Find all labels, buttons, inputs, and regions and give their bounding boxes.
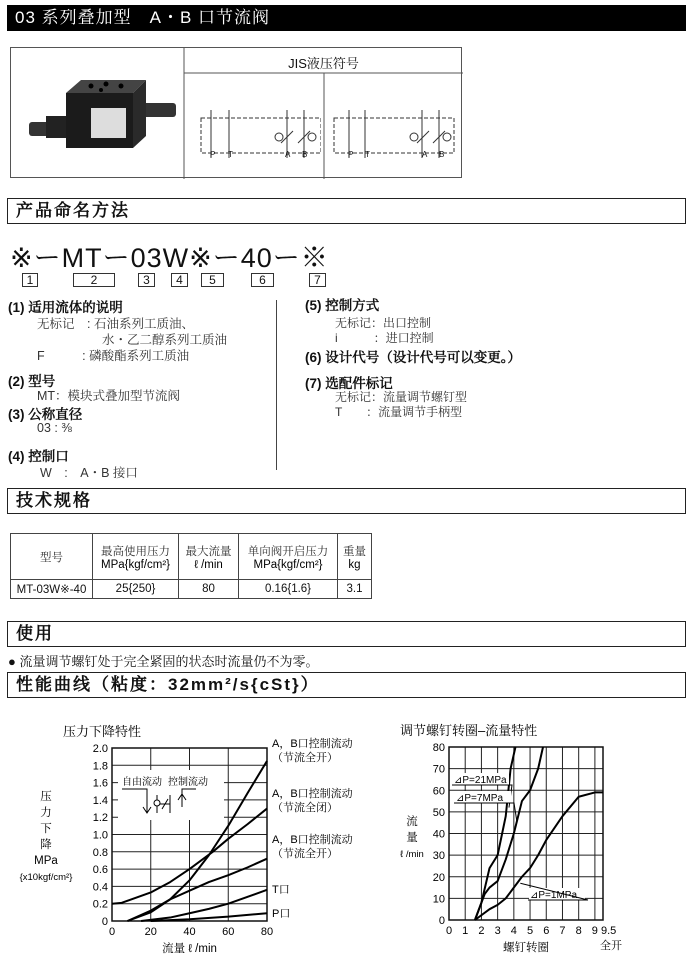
item-2-title: (2) 型号	[8, 374, 56, 389]
check-valve-icon	[154, 800, 160, 806]
y-tick-label: 1.2	[92, 812, 108, 825]
x-tick-label: 0	[108, 926, 116, 938]
series-label: （节流全闭）	[272, 802, 338, 814]
y-tick-label: 0	[101, 916, 108, 928]
item-1-line: F : 磷酸酯系列工质油	[37, 349, 190, 363]
x-tick-label: 60	[222, 926, 235, 938]
y-tick-label: 2.0	[92, 743, 108, 755]
x-tick-label: 7	[559, 925, 566, 937]
cell: 25{250}	[93, 580, 179, 599]
y-tick-label: 0.6	[92, 864, 108, 877]
series-label: （节流全开）	[272, 848, 338, 860]
x-axis-label: 流量 ℓ /min	[162, 943, 217, 955]
series-label: P口	[272, 908, 291, 920]
item-3-line: 03 : ⅜	[37, 421, 72, 435]
y-axis-label: MPa	[34, 855, 58, 867]
port-a: A	[285, 150, 291, 159]
y-tick-label: 0.2	[92, 898, 108, 911]
code-box-4: 4	[171, 273, 188, 287]
item-7-title: (7) 选配件标记	[305, 376, 393, 391]
col-header: 最高使用压力 MPa{kgf/cm²}	[93, 534, 179, 580]
code-box-3: 3	[138, 273, 155, 287]
port-b: B	[439, 150, 445, 159]
section-naming: 产品命名方法	[7, 198, 686, 224]
x-tick-label: 8	[575, 925, 582, 937]
item-1-line: 无标记 : 石油系列工质油、	[37, 317, 194, 331]
x-tick-label: 2	[478, 925, 485, 937]
y-tick-label: 1.4	[92, 794, 108, 807]
code-box-2: 2	[73, 273, 115, 287]
y-tick-label: 30	[432, 850, 445, 863]
col-header: 重量 kg	[338, 534, 372, 580]
symbol-header: JIS液压符号	[288, 56, 359, 71]
table-row	[11, 580, 372, 599]
y-tick-label: 60	[432, 785, 445, 798]
code-box-6: 6	[251, 273, 274, 287]
series-label: ⊿P=21MPa	[454, 775, 507, 786]
x-tick-label: 40	[183, 926, 196, 938]
y-axis-label: 力	[40, 807, 52, 819]
series-label: A，B口控制流动	[272, 738, 353, 750]
inset-label-ctrl: 控制流动	[168, 777, 208, 788]
series-label: A，B口控制流动	[272, 834, 353, 846]
item-4-title: (4) 控制口	[8, 449, 69, 464]
item-2-line: MT：模块式叠加型节流阀	[37, 389, 181, 403]
item-6-title: (6) 设计代号（设计代号可以变更。）	[305, 350, 521, 365]
code-box-7: 7	[309, 273, 326, 287]
y-tick-label: 0.8	[92, 846, 108, 859]
page-title: 03 系列叠加型 A・B 口节流阀	[7, 5, 686, 31]
x-tick-label: 4	[510, 925, 517, 937]
y-tick-label: 0.4	[92, 881, 108, 894]
y-tick-label: 1.6	[92, 777, 108, 790]
y-axis-label: 下	[40, 823, 52, 835]
series-label: T口	[272, 884, 290, 896]
y-axis-label: 压	[40, 791, 52, 803]
y-tick-label: 1.8	[92, 760, 108, 773]
y-tick-label: 10	[432, 893, 445, 906]
y-tick-label: 40	[432, 828, 445, 841]
item-1-line: 水・乙二醇系列工质油	[102, 333, 228, 347]
chart-title: 压力下降特性	[63, 724, 142, 739]
pressure-drop-chart	[0, 705, 370, 966]
item-5-title: (5) 控制方式	[305, 298, 380, 313]
y-tick-label: 0	[438, 915, 445, 927]
x-tick-label: 20	[144, 926, 157, 938]
y-tick-label: 80	[432, 742, 445, 754]
y-axis-label: ℓ /min	[400, 849, 424, 860]
code-box-5: 5	[201, 273, 224, 287]
x-tick-label: 0	[445, 925, 453, 937]
port-a: A	[422, 150, 428, 159]
x-axis-label: 螺钉转圈	[503, 942, 549, 954]
y-tick-label: 70	[432, 763, 445, 776]
item-7-line: T ：流量调节手柄型	[335, 405, 463, 419]
series-label: （节流全开）	[272, 752, 338, 764]
spec-table	[10, 533, 372, 599]
x-tick-label: 80	[260, 926, 274, 938]
product-figure-box	[10, 47, 462, 178]
y-tick-label: 1.0	[92, 829, 108, 842]
section-spec: 技术规格	[7, 488, 686, 514]
y-axis-label: 量	[406, 832, 418, 844]
hydraulic-symbol-inlet	[329, 88, 459, 173]
y-tick-label: 20	[432, 871, 445, 884]
item-1-title: (1) 适用流体的说明	[8, 300, 123, 315]
flow-characteristic-chart	[380, 705, 700, 966]
port-t: T	[228, 150, 233, 159]
hydraulic-symbol-outlet	[191, 88, 321, 173]
inset-label-free: 自由流动	[122, 777, 162, 788]
x-tick-extra: 全开	[600, 940, 622, 952]
section-usage: 使用	[7, 621, 686, 647]
series-label: ⊿P=1MPa	[530, 890, 578, 901]
item-3-title: (3) 公称直径	[8, 407, 83, 422]
port-p: P	[348, 150, 354, 159]
y-axis-label: 流	[406, 816, 418, 828]
x-tick-label: 9	[591, 925, 598, 937]
item-5-line: i ：进口控制	[335, 331, 434, 345]
x-tick-label: 9.5	[601, 925, 617, 937]
port-t: T	[365, 150, 370, 159]
col-header: 最大流量 ℓ /min	[179, 534, 239, 580]
port-p: P	[210, 150, 216, 159]
x-tick-label: 3	[494, 925, 501, 937]
divider	[276, 300, 277, 470]
item-7-line: 无标记：流量调节螺钉型	[335, 390, 468, 404]
y-axis-label: {x10kgf/cm²}	[19, 872, 73, 883]
item-4-line: W : A・B 接口	[40, 466, 138, 480]
port-b: B	[302, 150, 308, 159]
cell: 80	[179, 580, 239, 599]
series-label: ⊿P=7MPa	[456, 793, 504, 804]
col-header: 型号	[11, 534, 93, 580]
x-tick-label: 1	[462, 925, 469, 937]
section-performance: 性能曲线（粘度：32mm²/s{cSt}）	[7, 672, 686, 698]
code-box-1: 1	[22, 273, 38, 287]
usage-note: ● 流量调节螺钉处于完全紧固的状态时流量仍不为零。	[8, 654, 319, 669]
x-tick-label: 5	[526, 925, 534, 937]
model-code: ※ーMTー03W※ー40ー※	[10, 243, 329, 273]
chart-title: 调节螺钉转圈–流量特性	[400, 723, 538, 738]
series-label: A，B口控制流动	[272, 788, 353, 800]
col-header: 单向阀开启压力 MPa{kgf/cm²}	[239, 534, 338, 580]
table-header-row	[11, 534, 372, 580]
cell: 0.16{1.6}	[239, 580, 338, 599]
item-5-line: 无标记：出口控制	[335, 316, 432, 330]
cell: MT-03W※-40	[11, 580, 93, 599]
cell: 3.1	[338, 580, 372, 599]
x-tick-label: 6	[543, 925, 550, 937]
y-axis-label: 降	[40, 839, 52, 851]
y-tick-label: 50	[432, 806, 445, 819]
